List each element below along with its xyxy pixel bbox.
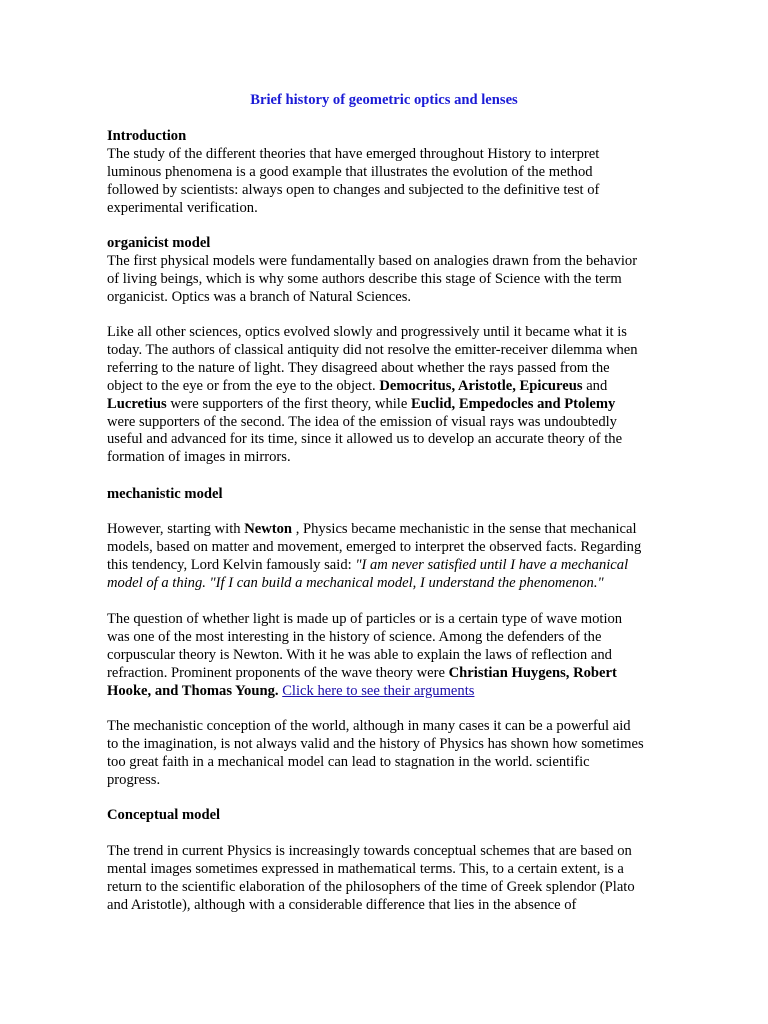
paragraph-line: formation of images in mirrors. [107,449,291,466]
paragraph-line: were supporters of the second. The idea of the emission of visual rays was undoubtedly [107,413,617,430]
text-run: , Physics became mechanistic in the sense that mechanical [292,521,637,537]
paragraph-newton-kelvin [107,521,667,593]
organicist-line: of living beings, which is why some authors describe this stage of Science with the term [107,270,622,287]
paragraph-line [107,378,667,396]
organicist-line: organicist. Optics was a branch of Natural Sciences. [107,288,412,305]
paragraph-particles-waves [107,611,667,701]
paragraph-line: too great faith in a mechanical model can lead to stagnation in the world. scientific [107,753,590,770]
names-wave-theory: Christian Huygens, Robert [448,664,617,681]
paragraph-line: The trend in current Physics is increasingly towards conceptual schemes that are based on [107,843,632,859]
text-run: this tendency, Lord Kelvin famously said: [107,556,356,573]
conceptual-heading-block [107,807,667,825]
paragraph-line [107,665,667,683]
names-wave-theory: Hooke, and Thomas Young. [107,682,279,699]
paragraph-line: models, based on matter and movement, emerged to interpret the observed facts. Regarding [107,538,642,555]
conceptual-heading: Conceptual model [107,807,221,823]
name-newton: Newton [244,521,293,537]
text-run: refraction. Prominent proponents of the wave theory were [107,664,449,681]
paragraph-line [107,575,667,593]
arguments-link[interactable]: Click here to see their arguments [282,682,475,699]
mechanistic-heading-block [107,486,667,504]
paragraph-line: today. The authors of classical antiquity did not resolve the emitter-receiver dilemma when [107,341,638,358]
text-run: However, starting with [107,521,245,537]
section-introduction [107,128,667,218]
page-title: Brief history of geometric optics and lenses [250,92,518,108]
paragraph-line [107,396,667,414]
paragraph-line: return to the scientific elaboration of the philosophers of the time of Greek splendor (Plato [107,878,635,895]
paragraph-line: was one of the most interesting in the history of science. Among the defenders of the [107,628,602,645]
introduction-heading: Introduction [107,128,187,144]
paragraph-line: useful and advanced for its time, since it allowed us to develop an accurate theory of the [107,431,623,448]
organicist-line: The first physical models were fundamentally based on analogies drawn from the behavior [107,252,638,269]
paragraph-line: Like all other sciences, optics evolved slowly and progressively until it became what it is [107,324,627,340]
paragraph-line: and Aristotle), although with a considerable difference that lies in the absence of [107,896,577,913]
section-organicist [107,235,667,307]
paragraph-line: progress. [107,771,161,788]
text-run: object to the eye or from the eye to the object. [107,377,380,394]
text-run: and [582,377,608,394]
paragraph-line: The mechanistic conception of the world, although in many cases it can be a powerful aid [107,718,631,734]
names-second-theory-supporters: Euclid, Empedocles and Ptolemy [410,395,616,412]
paragraph-conceptual [107,843,667,915]
mechanistic-heading: mechanistic model [107,486,223,502]
paragraph-line: to the imagination, is not always valid and the history of Physics has shown how sometimes [107,735,644,752]
intro-line: luminous phenomena is a good example that illustrates the evolution of the method [107,163,593,180]
paragraph-line: The question of whether light is made up of particles or is a certain type of wave motion [107,611,623,627]
text-run: were supporters of the first theory, while [166,395,411,412]
paragraph-line: referring to the nature of light. They disagreed about whether the rays passed from the [107,359,610,376]
kelvin-quote: model of a thing. "If I can build a mechanical model, I understand the phenomenon." [107,574,604,591]
names-emission-supporters: Democritus, Aristotle, Epicureus [379,377,583,394]
paragraph-line [107,521,667,539]
paragraph-line: mental images sometimes expressed in mathematical terms. This, to a certain extent, is a [107,860,624,877]
paragraph-mechanistic-conception [107,718,667,790]
organicist-heading: organicist model [107,235,211,251]
paragraph-line [107,683,667,701]
paragraph-classical-antiquity [107,324,667,467]
intro-line: followed by scientists: always open to changes and subjected to the definitive test of [107,181,600,198]
name-lucretius: Lucretius [107,395,167,412]
intro-line: experimental verification. [107,199,258,216]
paragraph-line: corpuscular theory is Newton. With it he was able to explain the laws of reflection and [107,646,612,663]
intro-line: The study of the different theories that have emerged throughout History to interpret [107,145,600,162]
kelvin-quote: "I am never satisfied until I have a mechanical [355,556,629,573]
paragraph-line [107,557,667,575]
